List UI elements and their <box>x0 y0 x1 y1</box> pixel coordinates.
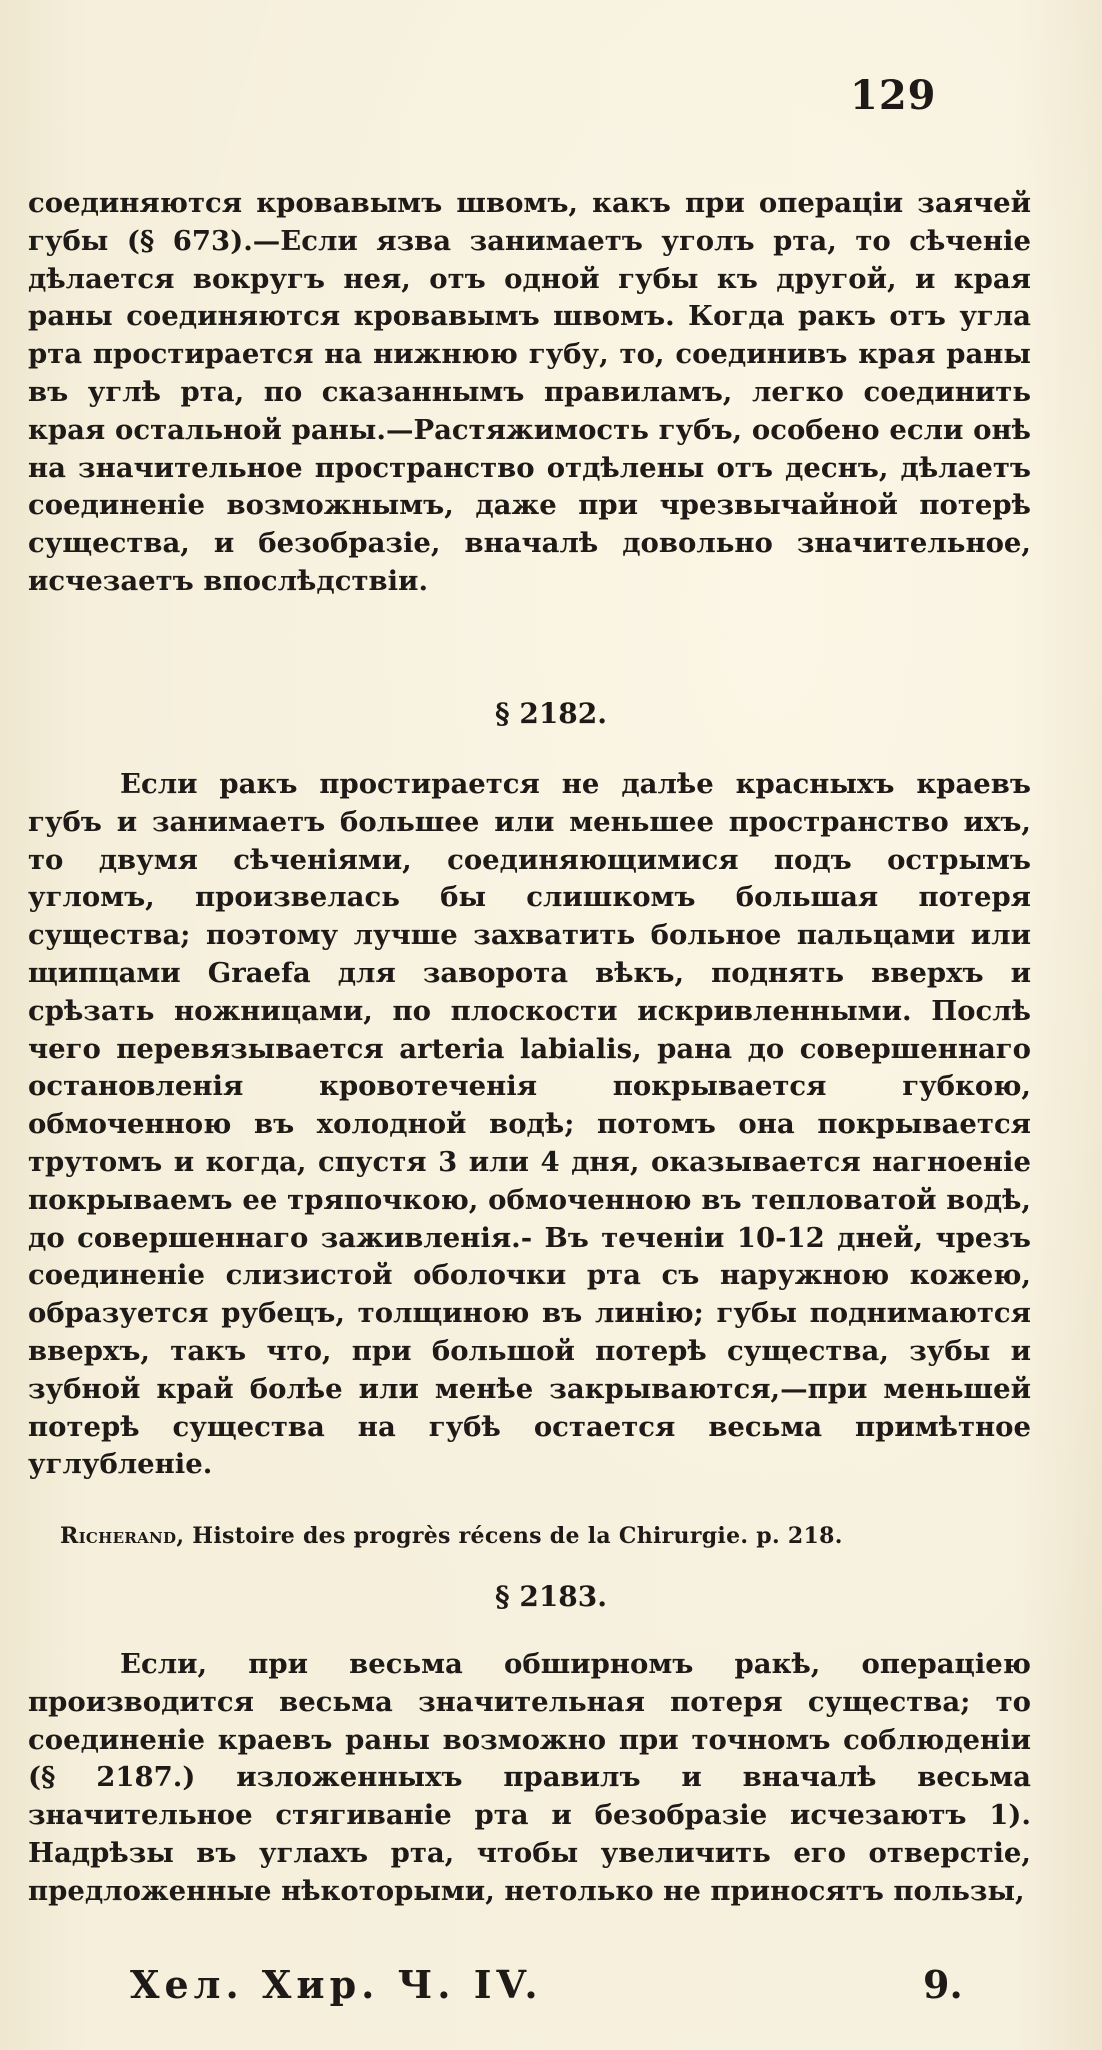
page-footer <box>0 1962 1102 2012</box>
sheet-number: 9. <box>923 1962 963 2007</box>
paragraph-section-2183: Если, при весьма обширномъ ракѣ, операціею производится весьма значительная потеря существа; то соединеніе краевъ раны возможно при точномъ соблюденіи (§ 2187.) изложенныхъ правилъ и вначалѣ весьма значительное стягиваніе рта и безобразіе исчезаютъ 1). Надрѣзы въ углахъ рта, чтобы увеличить его отверстіе, предложенные нѣкоторыми, нетолько не приносятъ пользы, <box>28 1648 1031 1907</box>
paragraph-continuation: соединяются кровавымъ швомъ, какъ при операціи заячей губы (§ 673).—Если язва занимаетъ уголъ рта, то сѣченіе дѣлается вокругъ нея, отъ одной губы къ другой, и края раны соединяются кровавымъ швомъ. Когда ракъ отъ угла рта простирается на нижнюю губу, то, соединивъ края раны въ углѣ рта, по сказаннымъ правиламъ, легко соединить края остальной раны.—Растяжимость губъ, особено если онѣ на значительное пространство отдѣлены отъ деснъ, дѣлаетъ соединеніе возможнымъ, даже при чрезвычайной потерѣ существа, и безобразіе, вначалѣ довольно значительное, исчезаетъ впослѣдствіи. <box>28 187 1031 597</box>
section-heading-2183: § 2183. <box>494 1580 608 1613</box>
citation <box>60 1521 1030 1551</box>
citation-text: Histoire des progrès récens de la Chirurgie. p. 218. <box>192 1523 843 1549</box>
signature-mark: Хел. Хир. Ч. IV. <box>130 1962 543 2007</box>
paragraph-section-2182: Если ракъ простирается не далѣе красныхъ краевъ губъ и занимаетъ большее или меньшее пространство ихъ, то двумя сѣченіями, соединяющимися подъ острымъ угломъ, произвелась бы слишкомъ большая потеря существа; поэтому лучше захватить больное пальцами или щипцами Graefa для заворота вѣкъ, поднять вверхъ и срѣзать ножницами, по плоскости искривленными. Послѣ чего перевязывается arteria labialis, рана до совершеннаго остановленія кровотеченія покрывается губкою, обмоченною въ холодной водѣ; потомъ она покрывается трутомъ и когда, спустя 3 или 4 дня, оказывается нагноеніе покрываемъ ее тряпочкою, обмоченною въ тепловатой водѣ, до совершеннаго заживленія.- Въ теченіи 10-12 дней, чрезъ соединеніе слизистой оболочки рта съ наружною кожею, образуется рубецъ, толщиною въ линію; губы поднимаются вверхъ, такъ что, при большой потерѣ существа, зубы и зубной край болѣе или менѣе закрываются,—при меньшей потерѣ существа на губѣ остается весьма примѣтное углубленіе. <box>28 768 1031 1481</box>
section-heading-2182: § 2182. <box>494 697 608 730</box>
citation-author: Richerand, <box>60 1523 185 1549</box>
page-number: 129 <box>850 72 937 119</box>
